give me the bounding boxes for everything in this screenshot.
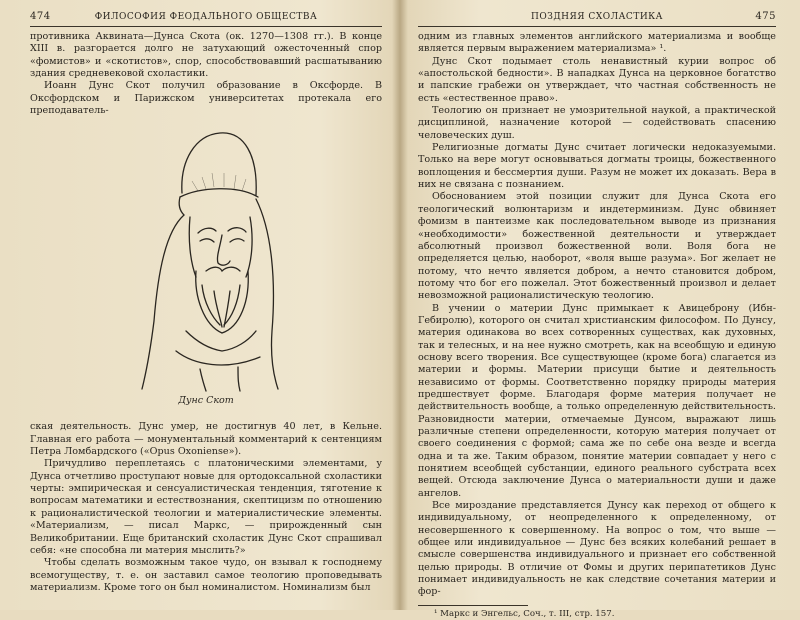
footnote-divider (418, 605, 528, 606)
left-head-title: ФИЛОСОФИЯ ФЕОДАЛЬНОГО ОБЩЕСТВА (94, 12, 318, 22)
left-running-head (30, 8, 382, 27)
right-running-head (418, 8, 776, 27)
left-bottom-text (30, 421, 382, 594)
paragraph: В учении о материи Дунс примыкает к Авицеброну (Ибн-Гебиролю), которого он считал христианским философом. По Дунсу, материя одинакова во всех сотворенных существах, как духовных, так и телесных, и на нее нужно смотреть, как на всеобщую и единую основу всего творения. Все существующее (кроме бога) слагается из материи и формы. Материи присущи бытие и деятельность независимо от формы. Соответственно порядку природы материя предшествует форме. Благодаря форме материя получает не действительность вообще, а только определенную действительность. Разновидности материи, отмечаемые Дунсом, выражают лишь различные степени определенности, которую материя получает от своего соединения с формой; сама же по себе она везде и всегда одна и та же. Таким образом, понятие материи совпадает у него с понятием всеобщей субстанции, единого реального субстрата всех вещей. Отсюда заключение Дунса о материальности души и даже ангелов. (418, 302, 776, 499)
paragraph: противника Аквината—Дунса Скота (ок. 1270—1308 гг.). В конце XIII в. разгорается долго не затухающий ожесточенный спор «фомистов» и «скотистов», спор, способствовавший расшатыванию здания средневековой схоластики. (30, 31, 382, 80)
figure-caption: Дунс Скот (178, 395, 234, 407)
left-page-number: 474 (30, 11, 51, 22)
paragraph: Обоснованием этой позиции служит для Дунса Скота его теологический волюнтаризм и индетерминизм. Дунс обвиняет фомизм в пантеизме как последовательном выводе из признания «необходимости» божественной деятельности и утверждает абсолютный произвол божественной воли. Воля бога не определяется целью, наоборот, «воля выше разума». Бог желает не потому, что нечто является добром, а нечто становится добром, потому что бог его пожелал. Этот божественный произвол и делает невозможной рационалистическую теологию. (418, 191, 776, 302)
duns-scotus-portrait-image (140, 121, 280, 391)
portrait-figure (30, 121, 382, 417)
left-top-text (30, 31, 382, 117)
left-page (30, 8, 382, 606)
right-text (418, 31, 776, 599)
right-page-number: 475 (755, 11, 776, 22)
paragraph: Иоанн Дунс Скот получил образование в Оксфорде. В Оксфордском и Парижском университетах протекала его преподаватель- (30, 80, 382, 117)
right-head-title: ПОЗДНЯЯ СХОЛАСТИКА (531, 12, 663, 22)
paragraph: ская деятельность. Дунс умер, не достигнув 40 лет, в Кельне. Главная его работа — монументальный комментарий к сентенциям Петра Ломбардского («Opus Oxoniense»). (30, 421, 382, 458)
paragraph: одним из главных элементов английского материализма и вообще является первым выражением материализма» ¹. (418, 31, 776, 55)
footnote: ¹ Маркс и Энгельс, Соч., т. III, стр. 157. (434, 608, 615, 619)
paragraph: Дунс Скот подымает столь ненавистный курии вопрос об «апостольской бедности». В нападках Дунса на церковное богатство и папские грабежи он утверждает, что частная собственность не есть «естественное право». (418, 55, 776, 104)
paragraph: Причудливо переплетаясь с платоническими элементами, у Дунса отчетливо проступают новые для ортодоксальной схоластики черты: эмпирическая и сенсуалистическая тенденция, тяготение к вопросам математики и естествознания, скептицизм по отношению к рационалистической теологии и материалистические элементы. «Материализм, — писал Маркс, — прирожденный сын Великобритании. Еще британский схоластик Дунс Скот спрашивал себя: «не способна ли материя мыслить?» (30, 458, 382, 556)
right-page (418, 8, 776, 619)
paragraph: Все мироздание представляется Дунсу как переход от общего к индивидуальному, от неопределенного к определенному, от несовершенного к совершенному. На вопрос о том, что выше — общее или индивидуальное — Дунс без всяких колебаний решает в смысле совершенства индивидуального и признает его собственной целью природы. В отличие от Фомы и других перипатетиков Дунс понимает индивидуальность не как следствие сочетания материи и фор- (418, 500, 776, 598)
paragraph: Религиозные догматы Дунс считает логически недоказуемыми. Только на вере могут основываться догматы троицы, божественного воплощения и бессмертия души. Разум не может их доказать. Вера в них не связана с познанием. (418, 142, 776, 191)
paragraph: Теологию он признает не умозрительной наукой, а практической дисциплиной, назначение которой — содействовать спасению человеческих душ. (418, 105, 776, 141)
paragraph: Чтобы сделать возможным такое чудо, он взывал к господнему всемогуществу, т. е. он заставил самое теологию проповедывать материализм. Кроме того он был номиналистом. Номинализм был (30, 557, 382, 593)
